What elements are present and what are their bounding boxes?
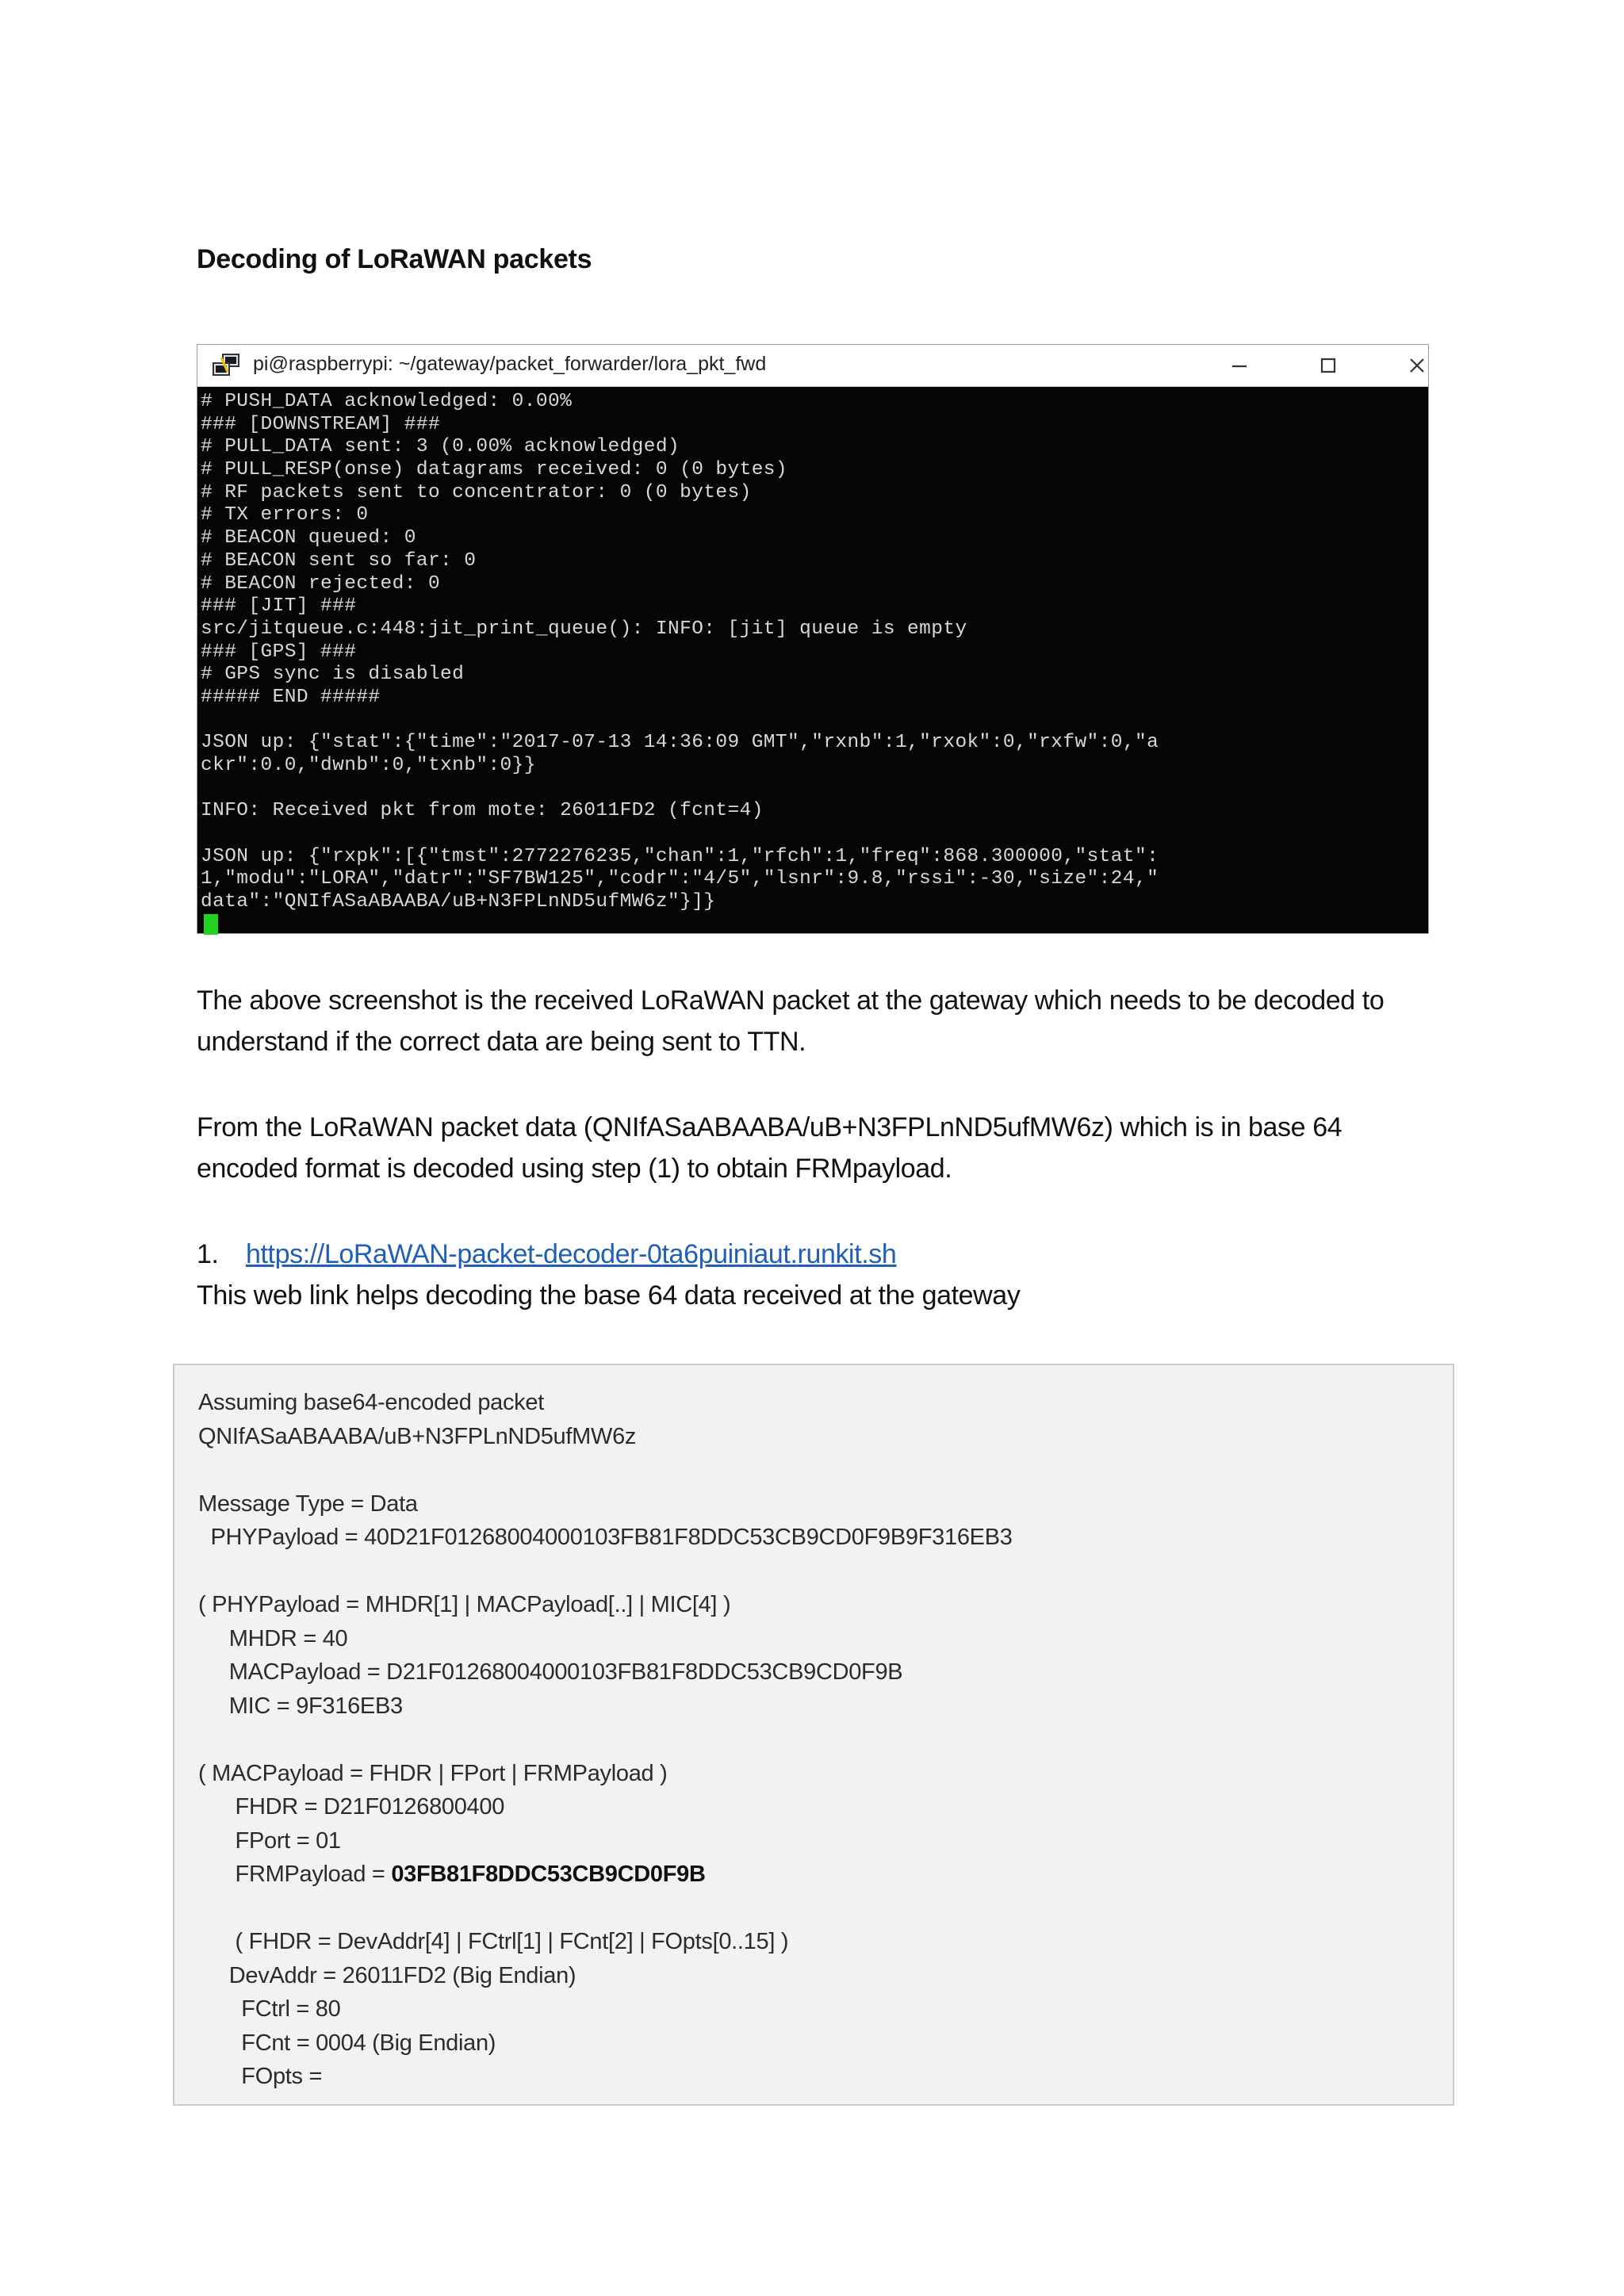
terminal-line: # BEACON sent so far: 0 [201,549,477,572]
minimize-button[interactable] [1222,351,1257,380]
terminal-line: JSON up: {"rxpk":[{"tmst":2772276235,"chan":1,"rfch":1,"freq":868.300000,"stat": [201,845,1159,867]
terminal-line: data":"QNIfASaABAABA/uB+N3FPLnND5ufMW6z"}]} [201,891,716,913]
close-icon [1408,356,1427,375]
decoder-line: FHDR = D21F0126800400 [198,1794,505,1820]
terminal-output [201,391,1425,937]
terminal-titlebar [197,345,1428,387]
decoder-line: ( MACPayload = FHDR | FPort | FRMPayload ) [198,1760,668,1786]
terminal-line: # BEACON queued: 0 [201,527,416,549]
paragraph-screenshot-description: The above screenshot is the received LoRaWAN packet at the gateway which needs to be decoded to understand if the correct data are being sent to TTN. [197,985,1385,1057]
terminal-line: JSON up: {"stat":{"time":"2017-07-13 14:36:09 GMT","rxnb":1,"rxok":0,"rxfw":0,"a [201,732,1159,754]
decoder-line: QNIfASaABAABA/uB+N3FPLnND5ufMW6z [198,1423,637,1449]
decoder-line: FPort = 01 [198,1827,341,1854]
decoder-output-box [173,1364,1454,2106]
minimize-icon [1230,356,1249,375]
decoder-line: Assuming base64-encoded packet [198,1390,544,1415]
list-number: 1. [197,1239,219,1269]
decoder-line: ( PHYPayload = MHDR[1] | MACPayload[..] | MIC[4] ) [198,1592,731,1617]
close-button[interactable] [1400,351,1434,380]
terminal-line: # PULL_RESP(onse) datagrams received: 0 (0 bytes) [201,459,788,481]
decoder-line: FCtrl = 80 [198,1996,341,2022]
decoder-line: FCnt = 0004 (Big Endian) [198,2030,496,2056]
terminal-title: pi@raspberrypi: ~/gateway/packet_forwarder/lora_pkt_fwd [253,353,767,375]
maximize-icon [1319,356,1338,375]
page-heading: Decoding of LoRaWAN packets [197,244,592,274]
maximize-button[interactable] [1311,351,1346,380]
decoder-line: ( FHDR = DevAddr[4] | FCtrl[1] | FCnt[2] | FOpts[0..15] ) [198,1929,789,1954]
paragraph-link-description: This web link helps decoding the base 64 data received at the gateway [197,1280,1021,1311]
terminal-line: # BEACON rejected: 0 [201,572,441,595]
terminal-line: ckr":0.0,"dwnb":0,"txnb":0}} [201,755,536,776]
terminal-line: # PUSH_DATA acknowledged: 0.00% [201,391,573,412]
list-item [197,1234,896,1275]
decoder-line: PHYPayload = 40D21F01268004000103FB81F8DDC53CB9CD0F9B9F316EB3 [198,1525,1013,1550]
decoder-link[interactable]: https://LoRaWAN-packet-decoder-0ta6puiniaut.runkit.sh [246,1239,897,1269]
frmpayload-label: FRMPayload = [198,1862,392,1887]
terminal-line: # RF packets sent to concentrator: 0 (0 bytes) [201,481,752,503]
terminal-cursor [204,914,218,935]
terminal-line: ### [DOWNSTREAM] ### [201,413,441,435]
terminal-line: ### [JIT] ### [201,595,357,618]
terminal-line: # GPS sync is disabled [201,664,465,686]
decoder-line: FOpts = [198,2064,323,2089]
terminal-line: # TX errors: 0 [201,504,369,526]
decoder-line [198,1858,1453,1892]
decoder-line: MHDR = 40 [198,1625,348,1651]
terminal-line: # PULL_DATA sent: 3 (0.00% acknowledged) [201,436,680,458]
decoder-line: MACPayload = D21F01268004000103FB81F8DDC53CB9CD0F9B [198,1659,903,1685]
putty-icon [212,353,242,378]
paragraph-packet-data: From the LoRaWAN packet data (QNIfASaABAABA/uB+N3FPLnND5ufMW6z) which is in base 64 encoded format is decoded using step (1) to obtain FRMpayload. [197,1112,1342,1184]
terminal-line: ### [GPS] ### [201,641,357,663]
terminal-line: INFO: Received pkt from mote: 26011FD2 (fcnt=4) [201,800,764,822]
decoder-line: MIC = 9F316EB3 [198,1693,403,1719]
terminal-line: ##### END ##### [201,686,381,708]
terminal-line: 1,"modu":"LORA","datr":"SF7BW125","codr":"4/5","lsnr":9.8,"rssi":-30,"size":24," [201,868,1159,890]
frmpayload-value: 03FB81F8DDC53CB9CD0F9B [391,1862,706,1887]
terminal-screenshot [197,344,1429,934]
terminal-line: src/jitqueue.c:448:jit_print_queue(): INFO: [jit] queue is empty [201,618,967,640]
decoder-line: Message Type = Data [198,1490,418,1517]
decoder-line: DevAddr = 26011FD2 (Big Endian) [198,1962,576,1988]
